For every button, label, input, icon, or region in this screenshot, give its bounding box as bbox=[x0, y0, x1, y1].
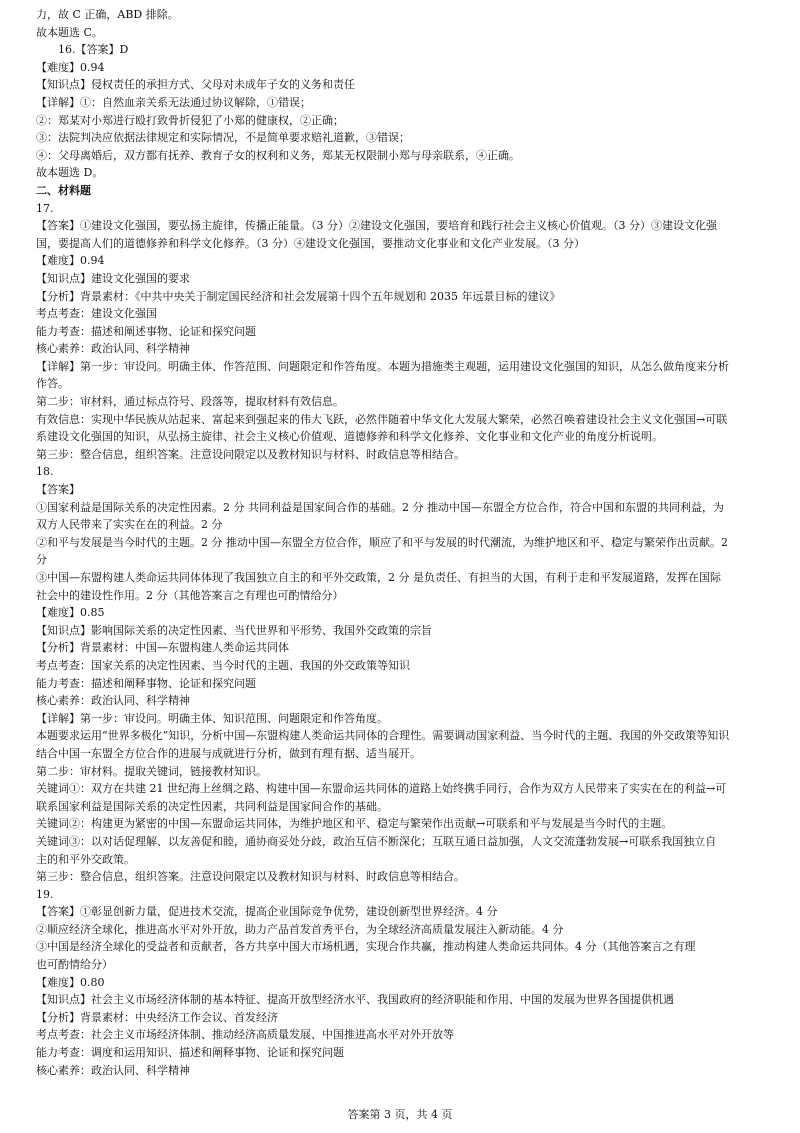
text-line: ③中国是经济全球化的受益者和贡献者，各方共享中国大市场机遇，实现合作共赢，推动构建人类命运共同体。4 分（其他答案言之有理 bbox=[36, 940, 696, 954]
text-line: 力，故 C 正确，ABD 排除。 bbox=[36, 8, 179, 21]
text-line: ②和平与发展是当今时代的主题。2 分 推动中国—东盟全方位合作，顺应了和平与发展的时代潮流，为维护地区和平、稳定与繁荣作出贡献。2 bbox=[36, 535, 728, 549]
text-line: 考点考查：建设文化强国 bbox=[36, 307, 157, 321]
text-line: 作答。 bbox=[36, 377, 69, 391]
text-line: 能力考查：调度和运用知识、描述和阐释事物、论证和探究问题 bbox=[36, 1046, 344, 1060]
text-line: 考点考查：国家关系的决定性因素、当今时代的主题、我国的外交政策等知识 bbox=[36, 658, 410, 672]
question-number: 18. bbox=[36, 465, 54, 479]
question-number: 19. bbox=[36, 887, 54, 901]
text-line: ③中国—东盟构建人类命运共同体体现了我国独立自主的和平外交政策，2 分 是负责任、有担当的大国，有利于走和平发展道路，发挥在国际 bbox=[36, 571, 721, 584]
text-line: 【知识点】侵权责任的承担方式、父母对未成年子女的义务和责任 bbox=[36, 78, 355, 92]
text-line: ③：法院判决应依据法律规定和实际情况，不是简单要求赔礼道歉，③错误； bbox=[36, 131, 410, 145]
text-line: 核心素养：政治认同、科学精神 bbox=[36, 1063, 190, 1077]
page-footer: 答案第 3 页，共 4 页 bbox=[347, 1108, 453, 1121]
text-line: 【难度】0.85 bbox=[36, 606, 105, 620]
text-line: 【答案】①建设文化强国，要弘扬主旋律，传播正能量。（3 分）②建设文化强国，要培育和践行社会主义核心价值观。（3 分）③建设文化强 bbox=[36, 219, 717, 233]
text-line: 能力考查：描述和阐释事物、论证和探究问题 bbox=[36, 676, 256, 690]
text-line: 联系国家利益是国际关系的决定性因素，共同利益是国家间合作的基础。 bbox=[36, 799, 388, 813]
text-line: 【分析】背景素材：中央经济工作会议、首发经济 bbox=[36, 1010, 278, 1024]
text-line: 第三步：整合信息，组织答案。注意设问限定以及教材知识与材料、时政信息等相结合。 bbox=[36, 870, 465, 884]
text-line: ②顺应经济全球化，推进高水平对外开放，助力产品首发首秀平台，为全球经济高质量发展注入新动能。4 分 bbox=[36, 922, 564, 936]
text-line: 故本题选 D。 bbox=[36, 166, 104, 180]
text-line: 能力考查：描述和阐述事物、论证和探究问题 bbox=[36, 324, 256, 338]
text-line: 关键词①：双方在共建 21 世纪海上丝绸之路、构建中国—东盟命运共同体的道路上始终携手同行，合作为双方人民带来了实实在在的利益→可 bbox=[36, 782, 727, 796]
text-line: 第二步：审材料。提取关键词，链接教材知识。 bbox=[36, 764, 267, 778]
text-line: 【答案】①彰显创新力量，促进技术交流，提高企业国际竞争优势，建设创新型世界经济。4 分 bbox=[36, 905, 498, 919]
text-line: 【答案】 bbox=[36, 483, 80, 497]
text-line: 双方人民带来了实实在在的利益。2 分 bbox=[36, 518, 223, 532]
text-line: 【详解】第一步：审设问。明确主体、知识范围、问题限定和作答角度。 bbox=[36, 711, 388, 725]
text-line: 主的和平外交政策。 bbox=[36, 852, 135, 866]
text-line: 本题要求运用“世界多极化”知识，分析中国—东盟构建人类命运共同体的合理性。需要调动国家利益、当今时代的主题、我国的外交政策等知识 bbox=[36, 729, 730, 743]
text-line: 【详解】第一步：审设问。明确主体、作答范围、问题限定和作答角度。本题为措施类主观题，运用建设文化强国的知识，从怎么做角度来分析 bbox=[36, 359, 729, 373]
text-line: 系建设文化强国的知识，从弘扬主旋律、社会主义核心价值观、道德修养和科学文化修养、文化事业和文化产业的角度分析说明。 bbox=[36, 430, 663, 444]
text-line: 社会中的建设性作用。2 分（其他答案言之有理也可酌情给分） bbox=[36, 588, 344, 602]
text-line: ②：郑某对小郑进行殴打致骨折侵犯了小郑的健康权，②正确； bbox=[36, 113, 344, 127]
text-line: 关键词②：构建更为紧密的中国—东盟命运共同体，为维护地区和平、稳定与繁荣作出贡献→可联系和平与发展是当今时代的主题。 bbox=[36, 817, 673, 831]
text-line: 考点考查：社会主义市场经济体制、推动经济高质量发展、中国推进高水平对外开放等 bbox=[36, 1028, 454, 1042]
text-line: 关键词③：以对话促理解、以友善促和睦，通协商妥处分歧，政治互信不断深化；互联互通日益加强，人文交流蓬勃发展→可联系我国独立自 bbox=[36, 834, 717, 848]
section-heading: 二、材料题 bbox=[36, 183, 91, 197]
text-line: 【分析】背景素材：中国—东盟构建人类命运共同体 bbox=[36, 641, 289, 655]
text-line: 第二步：审材料，通过标点符号、段落等，提取材料有效信息。 bbox=[36, 395, 344, 409]
text-line: 【分析】背景素材：《中共中央关于制定国民经济和社会发展第十四个五年规划和 2035 年远景目标的建议》 bbox=[36, 289, 561, 303]
question-number: 16.【答案】D bbox=[58, 43, 129, 57]
text-line: ④：父母离婚后，双方都有抚养、教育子女的权利和义务，郑某无权限制小郑与母亲联系，④正确。 bbox=[36, 148, 520, 162]
text-line: 核心素养：政治认同、科学精神 bbox=[36, 694, 190, 708]
text-line: 有效信息：实现中华民族从站起来、富起来到强起来的伟大飞跃，必然伴随着中华文化大发展大繁荣，必然召唤着建设社会主义文化强国→可联 bbox=[36, 412, 728, 426]
text-line: 分 bbox=[36, 553, 47, 567]
question-number: 17. bbox=[36, 201, 54, 215]
text-line: 第三步：整合信息，组织答案。注意设问限定以及教材知识与材料、时政信息等相结合。 bbox=[36, 447, 465, 461]
text-line: 【难度】0.94 bbox=[36, 254, 105, 268]
text-line: 【难度】0.94 bbox=[36, 60, 105, 74]
text-line: 核心素养：政治认同、科学精神 bbox=[36, 342, 190, 356]
text-line: 结合中国一东盟全方位合作的进展与成就进行分析，做到有理有据、适当展开。 bbox=[36, 746, 421, 760]
text-line: 【知识点】建设文化强国的要求 bbox=[36, 271, 190, 285]
text-line: 【难度】0.80 bbox=[36, 975, 105, 989]
text-line: 【知识点】影响国际关系的决定性因素、当代世界和平形势、我国外交政策的宗旨 bbox=[36, 623, 432, 637]
text-line: 【知识点】社会主义市场经济体制的基本特征、提高开放型经济水平、我国政府的经济职能和作用、中国的发展为世界各国提供机遇 bbox=[36, 993, 674, 1007]
text-line: 国，要提高人们的道德修养和科学文化修养。（3 分）④建设文化强国，要推动文化事业和文化产业发展。（3 分） bbox=[36, 236, 585, 250]
text-line: 也可酌情给分） bbox=[36, 958, 113, 972]
text-line: 【详解】①：自然血亲关系无法通过协议解除，①错误； bbox=[36, 95, 311, 109]
text-line: 故本题选 C。 bbox=[36, 25, 103, 39]
text-line: ①国家利益是国际关系的决定性因素。2 分 共同利益是国家间合作的基础。2 分 推动中国—东盟全方位合作，符合中国和东盟的共同利益，为 bbox=[36, 500, 724, 514]
